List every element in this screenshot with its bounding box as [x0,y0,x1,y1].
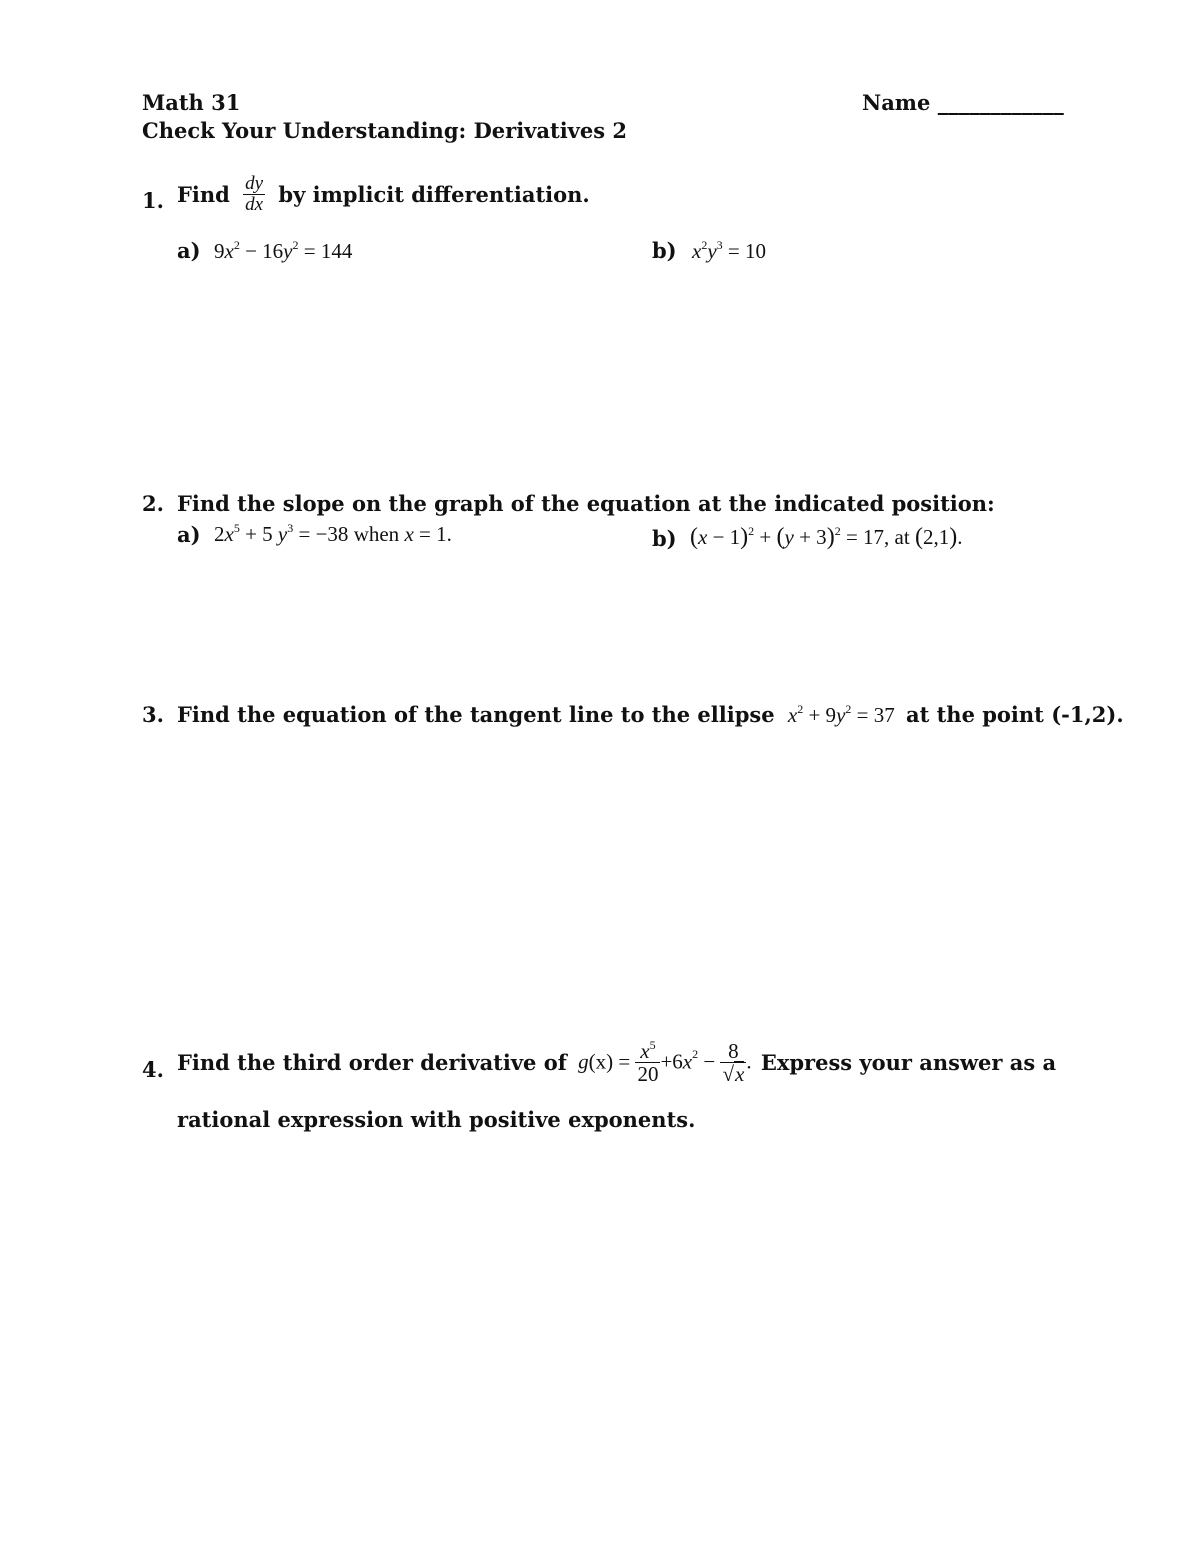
term: (x) = [588,1050,636,1075]
q1a-label: a) [177,238,201,263]
dy-numerator: dy [245,173,264,194]
q1-prompt [177,174,590,215]
q4-prompt [177,1040,1056,1085]
term: 9 [214,239,225,263]
paren: ( [776,524,785,550]
term: = 1. [413,522,452,546]
q1-text: by implicit differentiation. [278,181,590,207]
x5-over-20-fraction [635,1040,660,1085]
dx-denominator: dx [245,193,264,215]
term: − 1 [707,525,741,549]
term: − [698,1050,721,1075]
q3-number: 3. [142,702,164,727]
q2-number: 2. [142,491,164,516]
var-x: x [640,1039,650,1063]
var-y: y [784,525,794,549]
term: + 5 [239,522,278,546]
paren: ) [826,524,835,550]
q2a-label: a) [177,522,201,547]
term: = 17, [840,525,890,549]
q3-equation [788,703,900,727]
denominator [720,1062,746,1085]
denominator: 20 [637,1062,659,1087]
q3-prompt [177,702,1124,728]
exponent: 2 [701,238,708,252]
q4-number: 4. [142,1057,164,1082]
var-x: x [682,1050,693,1075]
numerator: 8 [728,1039,739,1063]
func-g: g [578,1050,589,1075]
q1a-equation [214,239,352,264]
term: = 144 [298,239,353,263]
q1b-equation [692,239,766,264]
q1b-label: b) [652,238,677,263]
exponent: 3 [287,521,294,535]
q4-line2: rational expression with positive exponents. [177,1107,696,1132]
var-x: x [698,525,708,549]
term: = −38 [293,522,349,546]
term: + [754,525,777,549]
q2a-equation [214,522,452,547]
when-word: when [348,522,405,546]
paren: ( [690,524,698,550]
var-x: x [224,239,234,263]
q3-tail: at the point (-1,2). [905,702,1124,727]
exponent: 2 [834,524,841,538]
var-x: x [787,703,798,727]
exponent: 2 [692,1047,699,1062]
term: − 16 [239,239,284,263]
8-over-sqrt-x-fraction [720,1040,746,1085]
paren: ) [949,524,958,550]
paren: ( [914,524,923,550]
exponent: 2 [797,702,804,716]
term: 2 [214,522,225,546]
term: = 10 [722,239,766,263]
term: = 37 [851,703,895,727]
worksheet-title: Check Your Understanding: Derivatives 2 [142,118,627,143]
q2b-label: b) [652,526,677,551]
q3-text: Find the equation of the tangent line to the ellipse [177,702,775,727]
var-x: x [692,239,702,263]
paren: ) [740,524,749,550]
exponent: 2 [292,238,299,252]
var-x: x [224,522,234,546]
term: . [957,525,963,549]
q2-prompt: Find the slope on the graph of the equation at the indicated position: [177,491,995,516]
q2b-equation [690,524,962,551]
var-x: x [404,522,414,546]
sqrt-icon: √x [722,1062,745,1087]
var-y: y [836,703,846,727]
name-blank: ____________ [937,90,1064,115]
point: 2,1 [922,525,950,549]
q4-text: Find the third order derivative of [177,1050,567,1076]
q4-equation [578,1038,757,1087]
course-title: Math 31 [142,90,241,115]
term: + 9 [803,703,837,727]
name-label: Name [862,90,931,115]
exponent: 2 [233,238,240,252]
term: +6 [660,1050,683,1075]
var-x: x [734,1062,745,1087]
q1-number: 1. [142,188,164,213]
q4-tail: Express your answer as a [760,1050,1057,1076]
exponent: 5 [233,521,240,535]
exponent: 3 [716,238,723,252]
var-y: y [707,239,717,263]
exponent: 2 [845,702,852,716]
term: . [746,1050,752,1075]
exponent: 5 [649,1038,656,1052]
dy-dx-fraction [243,174,265,215]
exponent: 2 [748,524,755,538]
q1-find: Find [177,181,230,207]
at-word: at [889,525,915,549]
var-y: y [283,239,293,263]
name-field [862,90,1064,115]
var-y: y [277,522,288,546]
numerator [635,1040,660,1062]
term: + 3 [793,525,827,549]
